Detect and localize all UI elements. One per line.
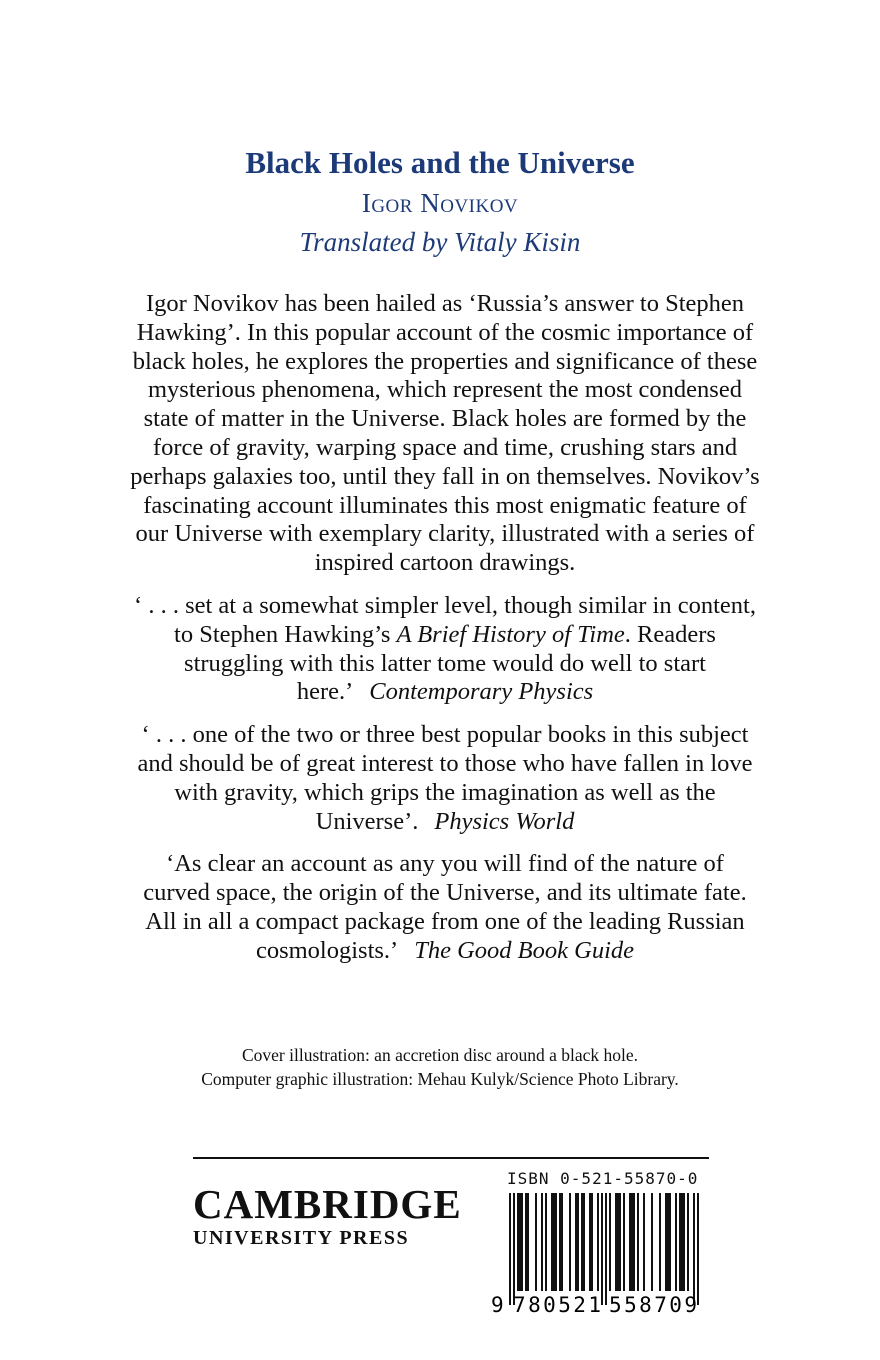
barcode-bar: [687, 1193, 689, 1291]
cover-header: [0, 142, 880, 262]
book-title: Black Holes and the Universe: [245, 145, 635, 180]
barcode-bar: [583, 1193, 585, 1291]
barcode-bar: [589, 1193, 591, 1291]
barcode-bar: [619, 1193, 621, 1291]
barcode-digits-right: 558709: [609, 1293, 697, 1315]
author-name: Igor Novikov: [361, 188, 519, 218]
barcode-bar: [517, 1193, 519, 1291]
blurb-paragraph: Igor Novikov has been hailed as ‘Russia’s answer to Stephen Hawking’. In this popular account of the cosmic importance of black holes, he explores the properties and significance of these mysterious phenomena, which represent the most condensed state of matter in the Universe. Black holes are formed by the force of gravity, warping space and time, crushing stars and perhaps galaxies too, until they fall in on themselves. Novikov’s fascinating account illuminates this most enigmatic feature of our Universe with exemplary clarity, illustrated with a series of inspired cartoon drawings.: [130, 290, 760, 577]
review-source: Physics World: [434, 807, 575, 835]
barcode-bar: [545, 1193, 547, 1291]
barcode-bar: [575, 1193, 577, 1291]
barcode: [485, 1193, 715, 1315]
barcode-bar: [555, 1193, 557, 1291]
barcode-bar: [553, 1193, 555, 1291]
review-quote-3: [130, 850, 760, 965]
barcode-bar: [521, 1193, 523, 1291]
isbn-label: ISBN 0-521-55870-0: [507, 1169, 699, 1188]
divider-rule: [193, 1157, 709, 1159]
barcode-bar: [633, 1193, 635, 1291]
barcode-digits-left: 780521: [513, 1293, 601, 1315]
barcode-bar: [535, 1193, 537, 1291]
credit-line-illustration: Cover illustration: an accretion disc around a black hole.: [241, 1045, 639, 1065]
barcode-bar: [615, 1193, 617, 1291]
barcode-bar: [637, 1193, 639, 1291]
credit-line-graphic: Computer graphic illustration: Mehau Kulyk/Science Photo Library.: [201, 1069, 679, 1089]
barcode-bar: [551, 1193, 553, 1291]
barcode-bar: [541, 1193, 543, 1291]
barcode-bar: [665, 1193, 667, 1291]
review-text: . Readers struggling with this latter tome would do well to start here.’: [184, 620, 716, 706]
barcode-bar: [659, 1193, 661, 1291]
barcode-bar: [683, 1193, 685, 1291]
review-text: ‘ . . . one of the two or three best popular books in this subject and should be of great interest to those who have fallen in love with gravity, which grips the imagination as well as the Universe’.: [137, 721, 753, 835]
barcode-bar: [681, 1193, 683, 1291]
barcode-bar: [697, 1193, 699, 1305]
barcode-bar: [667, 1193, 669, 1291]
barcode-bar: [693, 1193, 695, 1305]
barcode-bar: [675, 1193, 677, 1291]
barcode-bar: [601, 1193, 603, 1305]
barcode-bar: [513, 1193, 515, 1305]
barcode-bar: [631, 1193, 633, 1291]
barcode-bar: [629, 1193, 631, 1291]
publisher-logo: [193, 1183, 463, 1251]
publisher-subname: UNIVERSITY PRESS: [193, 1227, 410, 1249]
barcode-bar: [561, 1193, 563, 1291]
barcode-bar: [605, 1193, 607, 1305]
publisher-name: CAMBRIDGE: [193, 1181, 462, 1227]
barcode-bar: [559, 1193, 561, 1291]
review-quote-2: [130, 721, 760, 836]
barcode-bar: [591, 1193, 593, 1291]
barcode-bar: [651, 1193, 653, 1291]
barcode-digit-lead: 9: [491, 1293, 504, 1315]
barcode-bar: [643, 1193, 645, 1291]
barcode-bars: [509, 1193, 699, 1305]
barcode-bar: [597, 1193, 599, 1291]
barcode-bar: [509, 1193, 511, 1305]
review-source: Contemporary Physics: [369, 678, 594, 706]
translator-credit: Translated by Vitaly Kisin: [299, 227, 581, 257]
barcode-bar: [527, 1193, 529, 1291]
cover-credits: [0, 1043, 880, 1091]
barcode-bar: [519, 1193, 521, 1291]
barcode-bar: [609, 1193, 611, 1291]
barcode-bar: [525, 1193, 527, 1291]
barcode-bar: [679, 1193, 681, 1291]
barcode-bar: [623, 1193, 625, 1291]
review-text: ‘ . . . set at a somewhat simpler level, though similar in content, to Stephen Hawking’s: [134, 591, 756, 648]
barcode-bar: [569, 1193, 571, 1291]
barcode-bar: [577, 1193, 579, 1291]
barcode-bar: [669, 1193, 671, 1291]
review-source: The Good Book Guide: [414, 936, 635, 964]
blurb-section: [130, 290, 760, 966]
barcode-bar: [581, 1193, 583, 1291]
review-text: ‘As clear an account as any you will find of the nature of curved space, the origin of the Universe, and its ultimate fate. All in all a compact package from one of the leading Russian cosmologists.’: [143, 850, 747, 964]
review-quote-1: [130, 592, 760, 707]
barcode-bar: [617, 1193, 619, 1291]
review-book-title: A Brief History of Time: [396, 620, 625, 648]
